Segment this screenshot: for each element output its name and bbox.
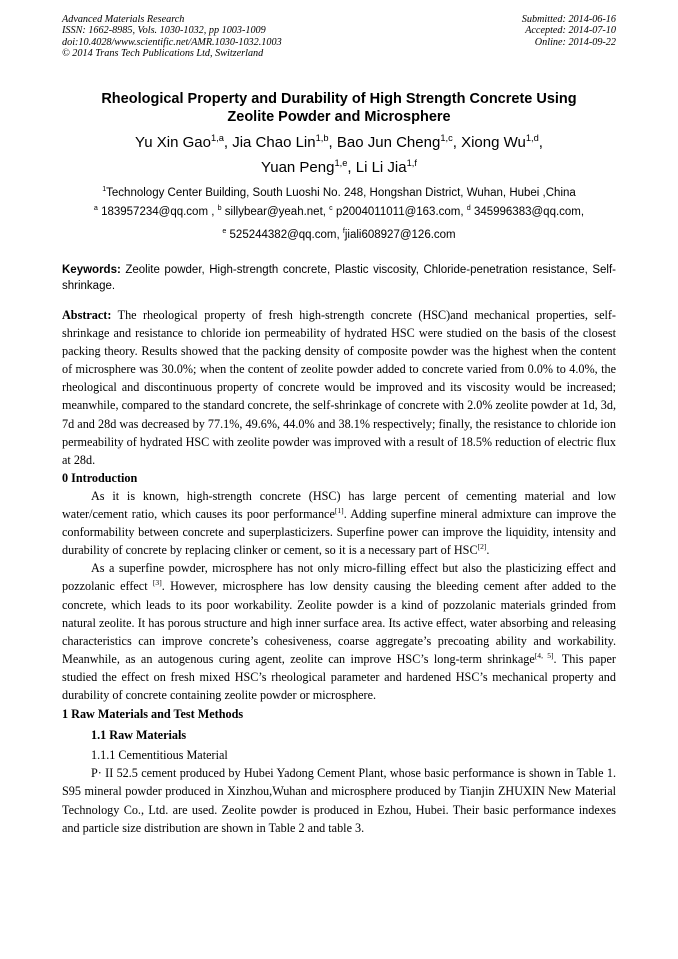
- journal-header-right: [522, 14, 616, 48]
- author-affiliation-mark: 1,b: [315, 133, 329, 143]
- citation: [2]: [477, 542, 487, 552]
- author-name: Yuan Peng: [261, 159, 335, 176]
- submitted-date: Submitted: 2014-06-16: [521, 14, 616, 25]
- email-line-2: $^e$ 525244382@qq.com, $^f$jiali608927@126.com: [222, 227, 456, 241]
- journal-issn: ISSN: 1662-8985, Vols. 1030-1032, pp 1003-1009: [62, 25, 266, 37]
- author-affiliation-mark: 1,d: [525, 133, 539, 143]
- citation: [1]: [334, 505, 344, 515]
- author-affiliation-mark: 1,e: [334, 158, 348, 168]
- journal-name: Advanced Materials Research: [62, 14, 185, 25]
- author-name: Li Li Jia: [355, 159, 407, 176]
- email-address: sillybear@yeah.net: [224, 206, 323, 218]
- affiliation-mark: 1: [102, 185, 107, 194]
- intro-paragraph-2: As a superfine powder, microsphere has not only micro-filling effect but also the plasticizing effect and pozzolanic effect [3]. However, microsphere has low density causing the bleeding cement after added to the concrete, which leads to its poor workability. Zeolite powder is a kind of pozzolanic materials grinded from natural zeolite. It has porous structure and high inner surface area. Its active effect, water absorbing and releasing characteristics can improve concrete’s cohesiveness, coarse aggregate’s precoating ability and workability. Meanwhile, as an autogenous curing agent, zeolite can improve HSC’s long-term shrinkage[4, 5]. This paper studied the effect on fresh mixed HSC’s rheological parameter and hardened HSC’s mechanical property and durability of concrete containing zeolite powder or microsphere.: [62, 561, 616, 702]
- paper-title: Rheological Property and Durability of High Strength Concrete Using Zeolite Powder and Microsphere: [101, 91, 577, 125]
- citation: [3]: [152, 578, 162, 588]
- affiliation: $^1$Technology Center Building, South Luoshi No. 248, Hongshan District, Wuhan, Hubei ,China: [102, 185, 576, 199]
- author-affiliation-mark: 1,f: [406, 158, 417, 168]
- keywords-text: Zeolite powder, High-strength concrete, Plastic viscosity, Chloride-penetration resistance, Self-shrinkage.: [62, 264, 617, 292]
- subsubsection-heading: 1.1.1 Cementitious Material: [91, 748, 228, 763]
- keywords-label: Keywords:: [62, 264, 121, 276]
- author-line-2: Yuan Peng$^{1,e}$, Li Li Jia$^{1,f}$: [261, 158, 417, 176]
- section-heading: 1 Raw Materials and Test Methods: [62, 707, 244, 722]
- main-text: [62, 306, 616, 837]
- author-line-1: Yu Xin Gao$^{1,a}$, Jia Chao Lin$^{1,b}$, Bao Jun Cheng$^{1,c}$, Xiong Wu$^{1,d}$,: [135, 133, 543, 151]
- online-date: Online: 2014-09-22: [534, 36, 616, 48]
- email-address: 525244382@qq.com: [229, 229, 337, 241]
- email-line-1: $^a$ 183957234@qq.com , $^b$ sillybear@yeah.net, $^c$ p2004011011@163.com, $^d$ 345996383@qq.com,: [93, 204, 585, 218]
- materials-paragraph: P· II 52.5 cement produced by Hubei Yadong Cement Plant, whose basic performance is shown in Table 1. S95 mineral powder produced in Xinzhou,Wuhan and microsphere produced by Tianjin ZHUXIN New Material Technology Co., Ltd. are used. Zeolite powder is produced in Ezhou, Hubei. Their basic performance indexes and particle size distribution are shown in Table 2 and table 3.: [62, 766, 616, 835]
- email-address: jiali608927@126.com: [344, 229, 456, 241]
- author-affiliation-mark: 1,c: [440, 133, 453, 143]
- subsection-heading: 1.1 Raw Materials: [91, 728, 187, 743]
- intro-paragraph-1: As it is known, high-strength concrete (HSC) has large percent of cementing material and low water/cement ratio, which causes its poor performance[1]. Adding superfine mineral admixture can improve the conformability between concrete and superplasticizers. Superfine power can improve the liquidity, intensity and durability of concrete by replacing clinker or cement, so it is a necessary part of HSC[2].: [62, 488, 616, 558]
- journal-header-left: [62, 14, 282, 60]
- keywords: [62, 262, 616, 294]
- accepted-date: Accepted: 2014-07-10: [525, 25, 616, 37]
- citation: [4, 5]: [534, 650, 554, 660]
- email-address: p2004011011@163.com: [335, 206, 461, 218]
- abstract-text: The rheological property of fresh high-strength concrete (HSC)and mechanical properties, self-shrinkage and resistance to chloride ion permeability of hydrated HSC were studied on the basis of the closest packing theory. Results showed that the packing density of composite powder was the highest when the content of microsphere was 30.0%; when the content of zeolite powder added to concrete varied from 0.0% to 4.0%, the rheological and discontinuous property of concrete would be improved and its viscosity would be increased; meanwhile, compared to the standard concrete, the self-shrinkage of concrete with 2.0% zeolite powder at 1d, 3d, 7d and 28d was decreased by 77.1%, 49.6%, 44.0% and 38.1% respectively; finally, the resistance to chloride ion permeability of hydrated HSC with zeolite powder was improved with a result of 18.5% reduction of electric flux at 28d.: [62, 308, 616, 467]
- journal-copyright: © 2014 Trans Tech Publications Ltd, Switzerland: [62, 48, 264, 60]
- email-address: 345996383@qq.com: [473, 206, 581, 218]
- author-name: Bao Jun Cheng: [336, 134, 441, 151]
- author-name: Yu Xin Gao: [135, 134, 211, 151]
- journal-doi: doi:10.4028/www.scientific.net/AMR.1030-1032.1003: [62, 36, 282, 48]
- author-list: [62, 130, 616, 180]
- abstract-label: Abstract:: [62, 308, 112, 322]
- author-affiliation-mark: 1,a: [210, 133, 224, 143]
- author-name: Xiong Wu: [461, 134, 526, 151]
- abstract: [62, 306, 616, 469]
- section-heading: 0 Introduction: [62, 470, 138, 485]
- email-address: 183957234@qq.com: [101, 206, 209, 218]
- author-name: Jia Chao Lin: [232, 134, 316, 151]
